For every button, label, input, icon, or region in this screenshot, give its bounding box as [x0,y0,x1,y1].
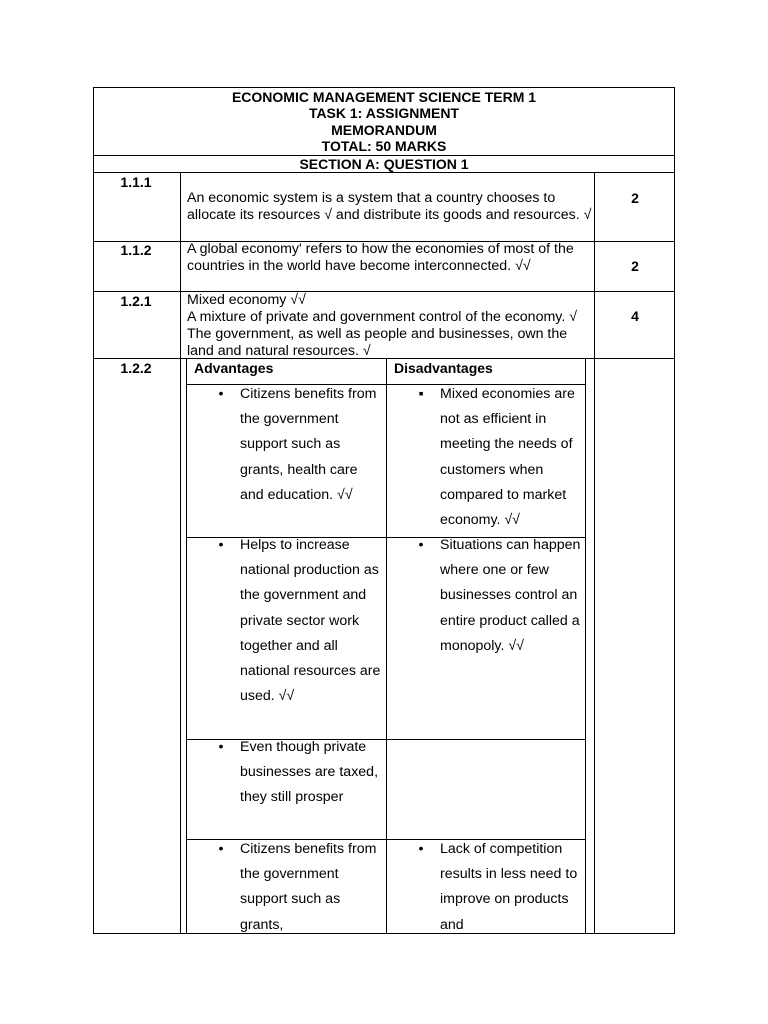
advantages-header: Advantages [194,360,274,376]
question-number: 1.2.2 [120,360,152,376]
disadvantage-item [418,837,583,938]
question-number: 1.1.2 [120,242,152,258]
square-bullet-icon: ▪ [418,386,424,402]
bullet-icon: • [218,841,224,857]
divider-number-col [180,172,181,934]
advantage-item [218,735,382,811]
memo-title: MEMORANDUM [331,122,437,138]
disadvantage-item [418,533,583,659]
advantage-item [218,382,382,508]
disadvantages-header: Disadvantages [394,360,493,376]
disadvantage-text: Lack of competition results in less need to improve on products and [440,841,578,933]
answer-line: A mixture of private and government control of the economy. √ The government, as well as people and businesses, own the land and natural resources. √ [187,309,577,359]
doc-title: ECONOMIC MANAGEMENT SCIENCE TERM 1 [231,89,537,105]
answer-text [187,292,592,360]
advantage-text: Even though private businesses are taxed, they still prosper [240,739,379,806]
advantage-item [218,837,382,938]
inner-table-right [585,358,586,934]
marks-value: 4 [631,308,639,324]
answer-text: An economic system is a system that a country chooses to allocate its resources √ and distribute its goods and resources. √ [187,190,592,223]
inner-table-mid [386,358,387,934]
disadvantage-text: Situations can happen where one or few businesses control an entire product called a monopoly. √√ [440,537,581,654]
marks-value: 2 [631,190,639,206]
answer-text: A global economy' refers to how the economies of most of the countries in the world have become interconnected. √√ [187,241,574,274]
advantage-text: Helps to increase national production as the government and private sector work together and all national resources are used. √√ [240,537,381,705]
disadvantage-item [418,382,583,533]
divider-marks-col [594,172,595,934]
disadvantage-text: Mixed economies are not as efficient in meeting the needs of customers when compared to market economy. √√ [440,386,575,529]
question-number: 1.1.1 [120,174,152,190]
bullet-icon: • [218,386,224,402]
task-title: TASK 1: ASSIGNMENT [308,105,460,121]
section-heading: SECTION A: QUESTION 1 [299,156,469,172]
bullet-icon: • [418,537,424,553]
bullet-icon: • [218,537,224,553]
bullet-icon: • [418,841,424,857]
bullet-icon: • [218,739,224,755]
question-number: 1.2.1 [120,293,152,309]
advantage-text: Citizens benefits from the government support such as grants, [240,841,377,933]
total-marks: TOTAL: 50 MARKS [321,138,447,154]
advantage-item [218,533,382,709]
inner-table-left [186,358,187,934]
advantage-text: Citizens benefits from the government support such as grants, health care and education. √√ [240,386,377,503]
answer-line: Mixed economy √√ [187,292,306,308]
marks-value: 2 [631,258,639,274]
